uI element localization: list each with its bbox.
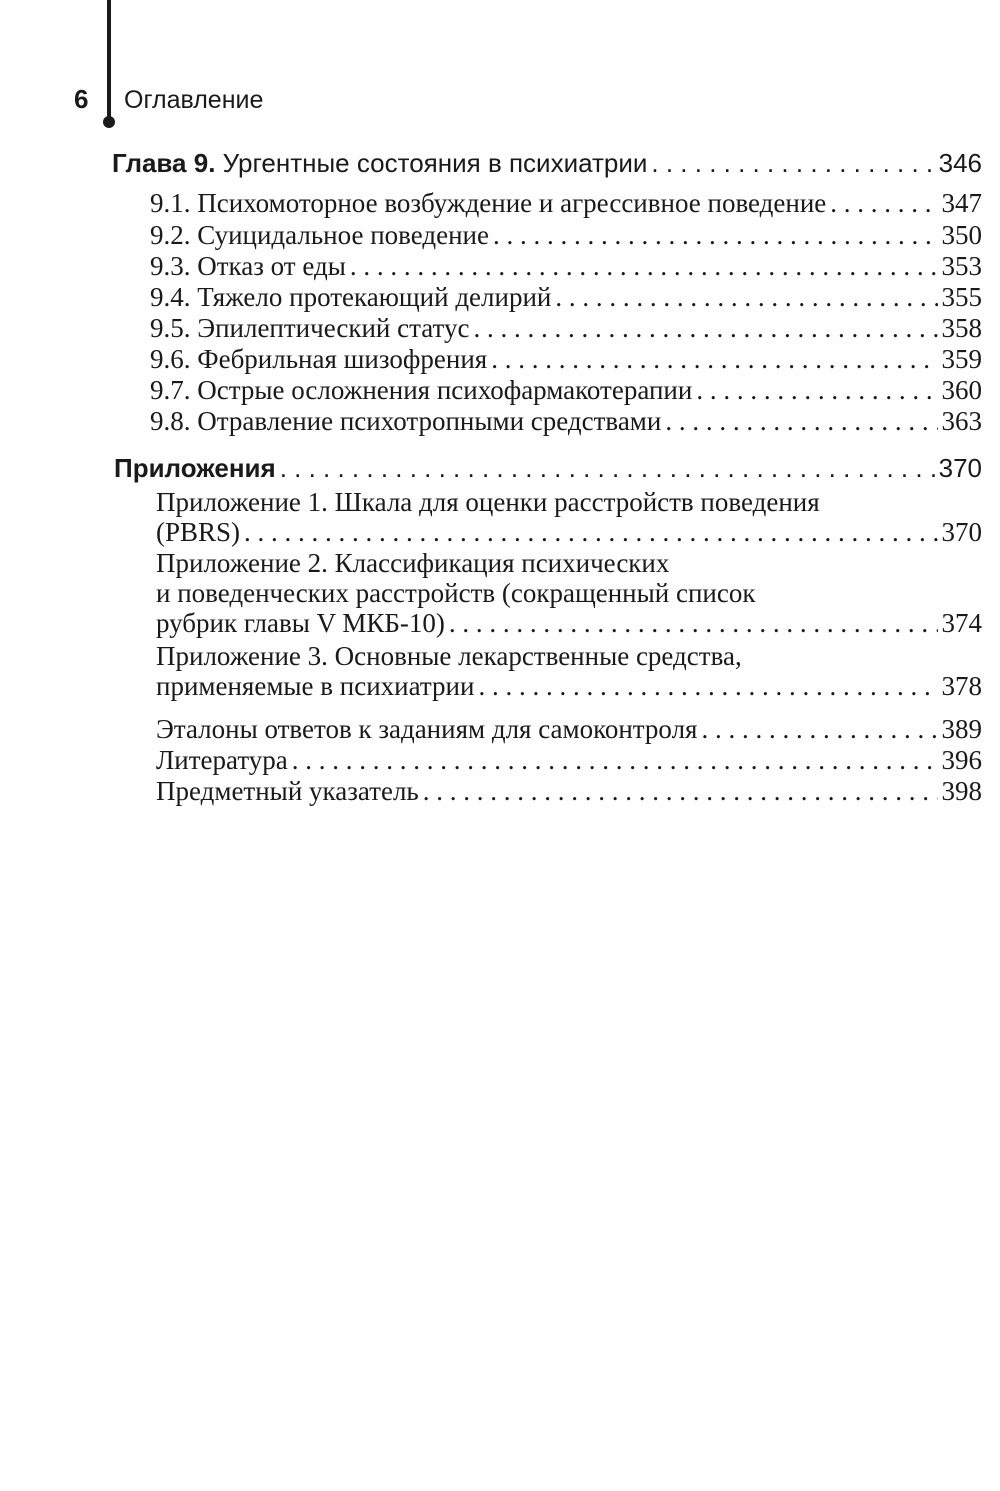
section-page: 347 xyxy=(941,188,982,218)
section-page: 355 xyxy=(941,282,982,312)
toc-appendix-1[interactable] xyxy=(156,487,982,547)
section-page: 353 xyxy=(941,251,982,281)
appendix-line: Приложение 2. Классификация психических xyxy=(156,548,670,578)
section-page: 358 xyxy=(941,313,982,343)
margin-rule-dot xyxy=(103,116,115,128)
section-title: 9.1. Психомоторное возбуждение и агрессивное поведение xyxy=(150,188,827,218)
toc-appendix-2[interactable] xyxy=(156,548,982,638)
appendix-line: Приложение 3. Основные лекарственные средства, xyxy=(156,641,742,671)
section-title: 9.4. Тяжело протекающий делирий xyxy=(150,282,552,312)
back-matter-title: Эталоны ответов к заданиям для самоконтроля xyxy=(156,714,698,744)
dot-leader xyxy=(665,406,937,436)
appendix-line: Приложение 1. Шкала для оценки расстройств поведения xyxy=(156,487,820,517)
appendices-title: Приложения xyxy=(114,453,276,483)
appendices-page: 370 xyxy=(938,453,982,483)
toc-section[interactable] xyxy=(150,251,982,281)
dot-leader xyxy=(292,745,938,775)
dot-leader xyxy=(651,148,934,178)
toc-section[interactable] xyxy=(150,220,982,250)
toc-back-matter-item[interactable] xyxy=(156,745,982,775)
toc-chapter-9[interactable] xyxy=(112,148,982,178)
section-page: 359 xyxy=(941,344,982,374)
running-head: Оглавление xyxy=(124,86,264,114)
appendix-page: 374 xyxy=(941,608,982,638)
section-title: 9.7. Острые осложнения психофармакотерапии xyxy=(150,375,693,405)
appendix-page: 378 xyxy=(941,671,982,701)
toc-back-matter-item[interactable] xyxy=(156,714,982,744)
appendix-page: 370 xyxy=(941,517,982,547)
back-matter-page: 398 xyxy=(941,776,982,806)
dot-leader xyxy=(701,714,937,744)
toc-section[interactable] xyxy=(150,344,982,374)
section-title: 9.5. Эпилептический статус xyxy=(150,313,470,343)
section-page: 363 xyxy=(941,406,982,436)
appendix-line: и поведенческих расстройств (сокращенный список xyxy=(156,578,756,608)
section-title: 9.3. Отказ от еды xyxy=(150,251,346,281)
toc-section[interactable] xyxy=(150,282,982,312)
chapter-page: 346 xyxy=(938,148,982,178)
toc-back-matter-item[interactable] xyxy=(156,776,982,806)
chapter-title: Ургентные состояния в психиатрии xyxy=(222,148,648,178)
page-number: 6 xyxy=(74,84,89,114)
toc-section[interactable] xyxy=(150,188,982,218)
toc-appendix-3[interactable] xyxy=(156,641,982,701)
section-title: 9.2. Суицидальное поведение xyxy=(150,220,489,250)
toc-section[interactable] xyxy=(150,406,982,436)
dot-leader xyxy=(449,608,938,638)
back-matter-page: 389 xyxy=(941,714,982,744)
dot-leader xyxy=(423,776,938,806)
dot-leader xyxy=(830,188,937,218)
dot-leader xyxy=(244,517,937,547)
dot-leader xyxy=(493,220,938,250)
dot-leader xyxy=(555,282,937,312)
dot-leader xyxy=(280,453,935,483)
margin-rule xyxy=(107,0,111,122)
section-title: 9.8. Отравление психотропными средствами xyxy=(150,406,662,436)
section-page: 350 xyxy=(941,220,982,250)
dot-leader xyxy=(350,251,938,281)
chapter-label: Глава 9. xyxy=(112,148,216,178)
back-matter-title: Предметный указатель xyxy=(156,776,419,806)
dot-leader xyxy=(473,313,937,343)
toc-section[interactable] xyxy=(150,375,982,405)
section-title: 9.6. Фебрильная шизофрения xyxy=(150,344,488,374)
appendix-line: рубрик главы V МКБ-10) xyxy=(156,608,445,638)
appendix-line: (PBRS) xyxy=(156,517,241,547)
back-matter-page: 396 xyxy=(941,745,982,775)
toc-section[interactable] xyxy=(150,313,982,343)
appendix-line: применяемые в психиатрии xyxy=(156,671,475,701)
dot-leader xyxy=(478,671,937,701)
dot-leader xyxy=(696,375,937,405)
section-page: 360 xyxy=(941,375,982,405)
toc-appendices[interactable] xyxy=(114,453,982,483)
dot-leader xyxy=(491,344,937,374)
back-matter-title: Литература xyxy=(156,745,288,775)
